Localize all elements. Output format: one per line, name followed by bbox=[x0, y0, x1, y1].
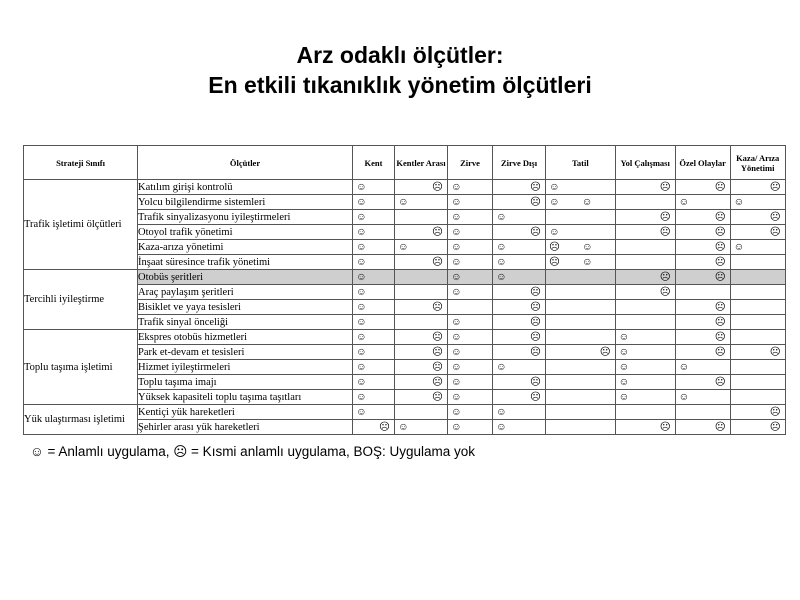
header-criteria: Ölçütler bbox=[138, 146, 353, 180]
strategy-class-cell: Tercihli iyileştirme bbox=[24, 270, 138, 330]
rating-icon: ☹ bbox=[659, 286, 671, 298]
rating-cell bbox=[395, 180, 448, 195]
rating-icon: ☹ bbox=[714, 241, 726, 253]
rating-icon: ☺ bbox=[356, 361, 367, 373]
legend: ☺ = Anlamlı uygulama, ☹ = Kısmi anlamlı uygulama, BOŞ: Uygulama yok bbox=[30, 444, 476, 459]
header-kaza-ariza: Kaza/ Arıza Yönetimi bbox=[730, 146, 785, 180]
rating-icon: ☺ bbox=[451, 196, 462, 208]
rating-cell bbox=[675, 420, 730, 435]
header-kentler-arasi: Kentler Arası bbox=[395, 146, 448, 180]
table-header-row bbox=[24, 146, 786, 180]
rating-cell bbox=[448, 330, 493, 345]
criterion-cell: Trafik sinyal önceliği bbox=[138, 315, 353, 330]
rating-icon: ☺ bbox=[618, 361, 630, 373]
rating-cell bbox=[395, 345, 448, 360]
rating-cell bbox=[493, 360, 546, 375]
rating-cell bbox=[615, 285, 675, 300]
rating-icon: ☺ bbox=[678, 361, 690, 373]
rating-cell bbox=[353, 270, 395, 285]
rating-icon: ☹ bbox=[714, 421, 726, 433]
rating-cell bbox=[615, 390, 675, 405]
header-kent: Kent bbox=[353, 146, 395, 180]
rating-cell bbox=[546, 405, 616, 420]
rating-icon: ☺ bbox=[496, 361, 507, 373]
rating-cell bbox=[675, 285, 730, 300]
rating-cell bbox=[448, 360, 493, 375]
rating-icon: ☺ bbox=[398, 421, 409, 433]
table-row bbox=[24, 210, 786, 225]
rating-cell bbox=[675, 390, 730, 405]
rating-icon: ☹ bbox=[659, 226, 671, 238]
rating-cell bbox=[675, 375, 730, 390]
rating-cell bbox=[675, 405, 730, 420]
rating-cell bbox=[493, 330, 546, 345]
rating-icon: ☺ bbox=[618, 391, 630, 403]
strategy-class-cell: Yük ulaştırması işletimi bbox=[24, 405, 138, 435]
rating-cell bbox=[353, 375, 395, 390]
rating-cell bbox=[395, 360, 448, 375]
rating-cell bbox=[448, 300, 493, 315]
rating-icon: ☺ bbox=[618, 331, 630, 343]
rating-icon: ☹ bbox=[530, 301, 541, 313]
rating-cell bbox=[730, 420, 785, 435]
rating-icon: ☺ bbox=[678, 196, 690, 208]
rating-cell bbox=[493, 315, 546, 330]
rating-icon: ☺ bbox=[496, 256, 507, 268]
rating-cell bbox=[730, 195, 785, 210]
table-row bbox=[24, 345, 786, 360]
rating-icon: ☺ bbox=[451, 346, 462, 358]
rating-icon: ☹ bbox=[714, 301, 726, 313]
rating-cell bbox=[675, 210, 730, 225]
table-row bbox=[24, 390, 786, 405]
rating-icon: ☹ bbox=[530, 286, 541, 298]
rating-cell bbox=[395, 390, 448, 405]
criterion-cell: Katılım girişi kontrolü bbox=[138, 180, 353, 195]
rating-icon: ☺ bbox=[496, 271, 507, 283]
rating-cell bbox=[546, 330, 616, 345]
rating-cell bbox=[448, 315, 493, 330]
rating-cell bbox=[353, 255, 395, 270]
rating-icon: ☹ bbox=[769, 181, 781, 193]
rating-icon: ☹ bbox=[432, 301, 443, 313]
rating-cell bbox=[448, 180, 493, 195]
rating-icon: ☹ bbox=[530, 391, 541, 403]
rating-cell bbox=[353, 315, 395, 330]
rating-cell bbox=[615, 330, 675, 345]
rating-cell bbox=[546, 420, 616, 435]
rating-cell bbox=[493, 210, 546, 225]
rating-cell bbox=[395, 210, 448, 225]
rating-cell bbox=[675, 360, 730, 375]
rating-icon: ☺ bbox=[356, 226, 367, 238]
rating-icon: ☺ bbox=[356, 241, 367, 253]
rating-cell bbox=[615, 195, 675, 210]
rating-icon: ☺ bbox=[496, 211, 507, 223]
rating-cell bbox=[448, 210, 493, 225]
rating-icon: ☺ bbox=[451, 331, 462, 343]
rating-cell bbox=[448, 240, 493, 255]
rating-cell bbox=[493, 405, 546, 420]
table-row bbox=[24, 195, 786, 210]
rating-icon: ☹ bbox=[659, 271, 671, 283]
rating-cell bbox=[675, 240, 730, 255]
rating-cell bbox=[730, 315, 785, 330]
rating-cell bbox=[395, 255, 448, 270]
rating-icon: ☺ bbox=[356, 301, 367, 313]
rating-cell bbox=[546, 375, 616, 390]
rating-icon: ☹ bbox=[530, 316, 541, 328]
rating-icon: ☹ bbox=[714, 316, 726, 328]
rating-cell bbox=[546, 240, 616, 255]
rating-icon: ☺ bbox=[451, 421, 462, 433]
rating-cell bbox=[730, 390, 785, 405]
rating-cell bbox=[615, 180, 675, 195]
rating-cell bbox=[730, 285, 785, 300]
rating-cell bbox=[546, 270, 616, 285]
rating-cell bbox=[493, 225, 546, 240]
rating-cell bbox=[493, 180, 546, 195]
rating-icon: ☹ bbox=[659, 421, 671, 433]
rating-icon: ☹ bbox=[432, 331, 443, 343]
rating-cell bbox=[615, 420, 675, 435]
rating-icon: ☺ bbox=[356, 211, 367, 223]
header-zirve: Zirve bbox=[448, 146, 493, 180]
rating-cell bbox=[493, 285, 546, 300]
rating-cell bbox=[615, 375, 675, 390]
rating-icon: ☹ bbox=[714, 211, 726, 223]
rating-cell bbox=[448, 375, 493, 390]
rating-cell bbox=[395, 270, 448, 285]
rating-cell bbox=[615, 360, 675, 375]
rating-cell bbox=[353, 390, 395, 405]
rating-icon: ☺ bbox=[398, 241, 409, 253]
rating-cell bbox=[493, 390, 546, 405]
strategy-class-cell: Toplu taşıma işletimi bbox=[24, 330, 138, 405]
rating-icon: ☹ bbox=[432, 361, 443, 373]
rating-icon: ☺ bbox=[451, 406, 462, 418]
rating-icon: ☺ bbox=[451, 241, 462, 253]
rating-cell bbox=[730, 240, 785, 255]
rating-icon: ☺ bbox=[496, 421, 507, 433]
slide-title bbox=[0, 40, 800, 100]
rating-icon: ☺ bbox=[356, 406, 367, 418]
rating-cell bbox=[395, 300, 448, 315]
rating-icon: ☺ bbox=[451, 391, 462, 403]
rating-icon: ☺☺ bbox=[549, 196, 615, 208]
rating-icon: ☹ bbox=[432, 391, 443, 403]
rating-cell bbox=[615, 255, 675, 270]
rating-icon: ☹ bbox=[530, 196, 541, 208]
rating-icon: ☺ bbox=[356, 271, 367, 283]
rating-cell bbox=[493, 345, 546, 360]
rating-icon: ☺ bbox=[451, 271, 462, 283]
table-row bbox=[24, 420, 786, 435]
criterion-cell: Otoyol trafik yönetimi bbox=[138, 225, 353, 240]
rating-cell bbox=[730, 360, 785, 375]
rating-cell bbox=[730, 255, 785, 270]
rating-cell bbox=[546, 195, 616, 210]
criterion-cell: Toplu taşıma imajı bbox=[138, 375, 353, 390]
slide-title-line-2: En etkili tıkanıklık yönetim ölçütleri bbox=[208, 72, 592, 98]
rating-cell bbox=[675, 300, 730, 315]
rating-icon: ☹ bbox=[769, 226, 781, 238]
rating-cell bbox=[353, 345, 395, 360]
rating-icon: ☺ bbox=[356, 346, 367, 358]
table-row bbox=[24, 330, 786, 345]
criterion-cell: Araç paylaşım şeritleri bbox=[138, 285, 353, 300]
rating-icon: ☺ bbox=[356, 181, 367, 193]
rating-cell bbox=[448, 255, 493, 270]
rating-icon: ☹ bbox=[432, 376, 443, 388]
rating-cell bbox=[353, 210, 395, 225]
rating-cell bbox=[546, 285, 616, 300]
rating-icon: ☺ bbox=[451, 376, 462, 388]
rating-cell bbox=[615, 210, 675, 225]
rating-cell bbox=[395, 195, 448, 210]
rating-icon: ☹☺ bbox=[549, 241, 615, 253]
rating-cell bbox=[448, 285, 493, 300]
header-strategy: Strateji Sınıfı bbox=[24, 146, 138, 180]
table-row bbox=[24, 315, 786, 330]
rating-icon: ☹ bbox=[530, 331, 541, 343]
rating-icon: ☹ bbox=[530, 181, 541, 193]
rating-cell bbox=[730, 330, 785, 345]
rating-cell bbox=[730, 405, 785, 420]
rating-icon: ☺ bbox=[618, 346, 630, 358]
rating-cell bbox=[546, 390, 616, 405]
rating-icon: ☹ bbox=[432, 181, 443, 193]
header-yol-calismasi: Yol Çalışması bbox=[615, 146, 675, 180]
rating-cell bbox=[675, 180, 730, 195]
rating-cell bbox=[493, 240, 546, 255]
rating-cell bbox=[730, 345, 785, 360]
rating-cell bbox=[493, 270, 546, 285]
criterion-cell: Kentiçi yük hareketleri bbox=[138, 405, 353, 420]
table-row bbox=[24, 240, 786, 255]
rating-icon: ☹ bbox=[659, 211, 671, 223]
rating-cell bbox=[448, 345, 493, 360]
rating-cell bbox=[546, 345, 616, 360]
rating-icon: ☹ bbox=[432, 256, 443, 268]
rating-icon: ☺ bbox=[356, 316, 367, 328]
rating-icon: ☹ bbox=[769, 406, 781, 418]
rating-icon: ☺ bbox=[496, 406, 507, 418]
rating-cell bbox=[615, 240, 675, 255]
rating-icon: ☺ bbox=[356, 256, 367, 268]
rating-cell bbox=[353, 420, 395, 435]
rating-icon: ☹ bbox=[530, 226, 541, 238]
rating-cell bbox=[615, 345, 675, 360]
rating-cell bbox=[615, 300, 675, 315]
rating-cell bbox=[395, 330, 448, 345]
table-row bbox=[24, 285, 786, 300]
rating-cell bbox=[493, 420, 546, 435]
rating-cell bbox=[675, 255, 730, 270]
rating-cell bbox=[395, 240, 448, 255]
rating-cell bbox=[395, 420, 448, 435]
rating-icon: ☹ bbox=[769, 211, 781, 223]
rating-icon: ☹ bbox=[714, 181, 726, 193]
rating-icon: ☺ bbox=[549, 181, 560, 193]
rating-cell bbox=[730, 225, 785, 240]
rating-cell bbox=[353, 225, 395, 240]
table-body bbox=[24, 180, 786, 435]
rating-icon: ☹ bbox=[769, 421, 781, 433]
rating-cell bbox=[395, 405, 448, 420]
rating-icon: ☹ bbox=[379, 421, 390, 433]
rating-cell bbox=[353, 240, 395, 255]
rating-cell bbox=[395, 315, 448, 330]
rating-cell bbox=[395, 225, 448, 240]
rating-cell bbox=[353, 180, 395, 195]
header-ozel-olaylar: Özel Olaylar bbox=[675, 146, 730, 180]
rating-icon: ☺ bbox=[356, 331, 367, 343]
rating-cell bbox=[615, 405, 675, 420]
rating-cell bbox=[546, 210, 616, 225]
rating-cell bbox=[615, 225, 675, 240]
rating-cell bbox=[615, 270, 675, 285]
table-row bbox=[24, 300, 786, 315]
header-tatil: Tatil bbox=[546, 146, 616, 180]
header-zirve-disi: Zirve Dışı bbox=[493, 146, 546, 180]
rating-cell bbox=[493, 195, 546, 210]
rating-icon: ☺ bbox=[451, 286, 462, 298]
rating-icon: ☺ bbox=[451, 256, 462, 268]
rating-cell bbox=[448, 195, 493, 210]
rating-cell bbox=[353, 360, 395, 375]
rating-cell bbox=[675, 225, 730, 240]
rating-icon: ☹☺ bbox=[549, 256, 615, 268]
rating-icon: ☹ bbox=[714, 271, 726, 283]
rating-icon: ☺ bbox=[356, 376, 367, 388]
rating-cell bbox=[493, 300, 546, 315]
criterion-cell: Trafik sinyalizasyonu iyileştirmeleri bbox=[138, 210, 353, 225]
rating-icon: ☺ bbox=[451, 316, 462, 328]
strategy-class-cell: Trafik işletimi ölçütleri bbox=[24, 180, 138, 270]
rating-cell bbox=[448, 225, 493, 240]
rating-icon: ☹ bbox=[769, 346, 781, 358]
rating-icon: ☺ bbox=[356, 286, 367, 298]
rating-cell bbox=[546, 225, 616, 240]
criteria-table bbox=[23, 145, 786, 435]
rating-icon: ☺ bbox=[451, 361, 462, 373]
criterion-cell: Kaza-arıza yönetimi bbox=[138, 240, 353, 255]
rating-cell bbox=[675, 195, 730, 210]
rating-icon: ☺ bbox=[451, 181, 462, 193]
rating-icon: ☺ bbox=[496, 241, 507, 253]
table-row bbox=[24, 180, 786, 195]
rating-cell bbox=[675, 345, 730, 360]
rating-cell bbox=[493, 255, 546, 270]
rating-icon: ☹ bbox=[432, 226, 443, 238]
rating-icon: ☹ bbox=[714, 256, 726, 268]
rating-icon: ☺ bbox=[398, 196, 409, 208]
rating-cell bbox=[546, 300, 616, 315]
rating-cell bbox=[353, 405, 395, 420]
rating-icon: ☺ bbox=[618, 376, 630, 388]
rating-cell bbox=[546, 180, 616, 195]
rating-icon: ☺ bbox=[356, 196, 367, 208]
criterion-cell: Hizmet iyileştirmeleri bbox=[138, 360, 353, 375]
rating-icon: ☹ bbox=[599, 346, 611, 358]
rating-icon: ☹ bbox=[714, 376, 726, 388]
rating-cell bbox=[546, 315, 616, 330]
slide-title-line-1: Arz odaklı ölçütler: bbox=[296, 42, 504, 68]
rating-icon: ☺ bbox=[733, 196, 745, 208]
rating-cell bbox=[730, 375, 785, 390]
rating-cell bbox=[448, 405, 493, 420]
criterion-cell: Park et-devam et tesisleri bbox=[138, 345, 353, 360]
rating-cell bbox=[730, 300, 785, 315]
criterion-cell: Şehirler arası yük hareketleri bbox=[138, 420, 353, 435]
rating-icon: ☺ bbox=[451, 226, 462, 238]
rating-cell bbox=[546, 360, 616, 375]
rating-cell bbox=[675, 315, 730, 330]
rating-cell bbox=[353, 300, 395, 315]
criterion-cell: Yolcu bilgilendirme sistemleri bbox=[138, 195, 353, 210]
rating-cell bbox=[448, 390, 493, 405]
criterion-cell: Ekspres otobüs hizmetleri bbox=[138, 330, 353, 345]
rating-icon: ☹ bbox=[659, 181, 671, 193]
rating-cell bbox=[448, 420, 493, 435]
rating-cell bbox=[675, 330, 730, 345]
rating-icon: ☹ bbox=[530, 346, 541, 358]
criterion-cell: Bisiklet ve yaya tesisleri bbox=[138, 300, 353, 315]
rating-icon: ☺ bbox=[549, 226, 560, 238]
rating-cell bbox=[395, 285, 448, 300]
rating-icon: ☺ bbox=[678, 391, 690, 403]
rating-icon: ☹ bbox=[714, 331, 726, 343]
rating-icon: ☺ bbox=[733, 241, 745, 253]
table-row bbox=[24, 360, 786, 375]
rating-icon: ☺ bbox=[356, 391, 367, 403]
rating-cell bbox=[395, 375, 448, 390]
criterion-cell: Otobüs şeritleri bbox=[138, 270, 353, 285]
rating-cell bbox=[730, 180, 785, 195]
rating-icon: ☹ bbox=[714, 346, 726, 358]
table-row bbox=[24, 255, 786, 270]
criterion-cell: İnşaat süresince trafik yönetimi bbox=[138, 255, 353, 270]
rating-cell bbox=[353, 330, 395, 345]
table-row bbox=[24, 405, 786, 420]
criterion-cell: Yüksek kapasiteli toplu taşıma taşıtları bbox=[138, 390, 353, 405]
rating-cell bbox=[615, 315, 675, 330]
table-row bbox=[24, 225, 786, 240]
rating-icon: ☹ bbox=[432, 346, 443, 358]
rating-cell bbox=[546, 255, 616, 270]
rating-cell bbox=[730, 270, 785, 285]
rating-icon: ☺ bbox=[451, 211, 462, 223]
rating-cell bbox=[675, 270, 730, 285]
table-row bbox=[24, 375, 786, 390]
rating-cell bbox=[353, 195, 395, 210]
rating-icon: ☹ bbox=[714, 226, 726, 238]
table-row bbox=[24, 270, 786, 285]
rating-cell bbox=[353, 285, 395, 300]
rating-cell bbox=[493, 375, 546, 390]
rating-cell bbox=[730, 210, 785, 225]
rating-icon: ☹ bbox=[530, 376, 541, 388]
rating-cell bbox=[448, 270, 493, 285]
